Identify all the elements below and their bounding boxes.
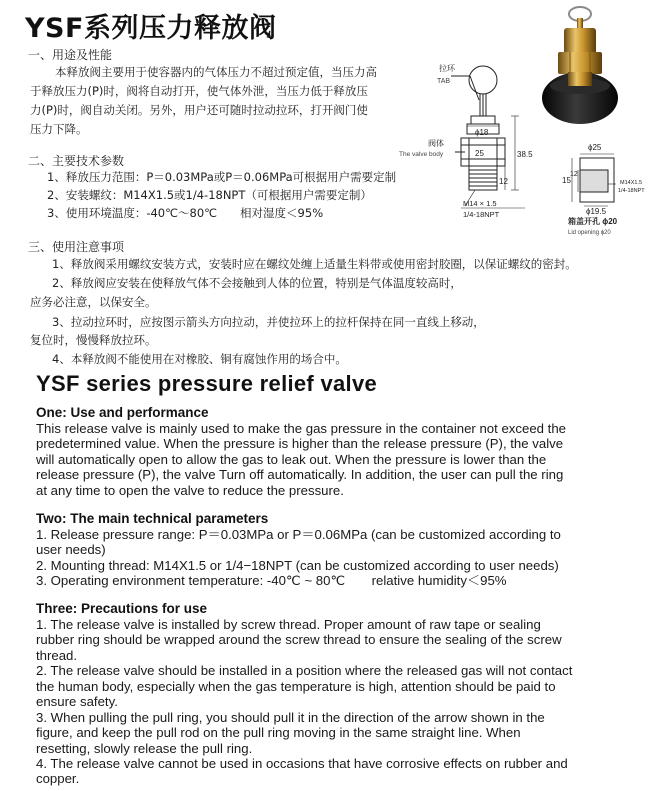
cap-dim-phi25: ϕ25 [588,143,602,152]
cap-dim-phi19-5: ϕ19.5 [586,207,607,216]
section-1-line: 本释放阀主要用于使容器内的气体压力不超过预定值，当压力高 [55,65,377,79]
section-2-heading-en: Two: The main technical parameters [36,511,269,526]
section-3-line-en: 3. When pulling the pull ring, you should pull it in the direction of the arrow shown in the [36,710,545,725]
section-3-line-en: 1. The release valve is installed by screw thread. Proper amount of raw tape or sealing [36,617,541,632]
section-1-line: 于释放压力(P)时，阀将自动打开，使气体外泄，当压力低于释放压 [30,84,368,98]
thread-label-1: M14 × 1.5 [463,199,497,208]
section-3-line: 应务必注意，以保安全。 [30,295,157,309]
section-2-item: 2、安装螺纹：M14X1.5或1/4-18NPT（可根据用户需要定制） [47,188,372,202]
dim-25: 25 [475,149,484,158]
section-3-line-en: 2. The release valve should be installed in a position where the released gas will not contact [36,663,573,678]
section-2-line-en: 2. Mounting thread: M14X1.5 or 1/4−18NPT (can be customized according to user needs) [36,558,559,573]
section-1-line-en: at any time to open the valve to reduce the pressure. [36,483,344,498]
section-3-line-en: figure, and keep the pull rod on the pull ring moving in the same straight line. When [36,725,521,740]
cap-dim-15: 15 [562,176,571,185]
section-3-heading-cn: 三、使用注意事项 [28,240,125,254]
section-3-line-en: thread. [36,648,78,663]
section-3-line-en: resetting, slowly release the pull ring. [36,741,253,756]
section-3-line-en: copper. [36,771,80,786]
section-1-line-en: predetermined value. When the pressure is higher than the release pressure (P), the valve [36,436,564,451]
lid-opening-en: Lid opening ϕ20 [568,230,611,236]
section-3-line: 复位时，慢慢释放拉环。 [30,333,157,347]
body-label-en: The valve body [399,151,444,158]
page-title-cn: YSF系列压力释放阀 [25,13,277,44]
section-2-line-en: 1. Release pressure range: P＝0.03MPa or P＝0.06MPa (can be customized according to [36,527,561,542]
section-2-heading-cn: 二、主要技术参数 [28,154,125,168]
section-3-line: 3、拉动拉环时，应按图示箭头方向拉动，并使拉环上的拉杆保持在同一直线上移动， [52,315,485,329]
lid-opening-cn: 箱盖开孔 ϕ20 [568,217,618,226]
section-3-line-en: rubber ring should be wrapped around the screw thread to ensure the sealing of the screw [36,632,562,647]
section-1-line-en: This release valve is mainly used to make the gas pressure in the container not exceed the [36,421,566,436]
section-2-line-en: 3. Operating environment temperature: -40℃ ~ 80℃ relative humidity＜95% [36,573,507,588]
section-1-line: 压力下降。 [30,122,88,136]
section-1-heading-cn: 一、用途及性能 [28,48,113,62]
section-3-line-en: 4. The release valve cannot be used in occasions that have corrosive effects on rubber and [36,756,568,771]
cap-thread-1: M14X1.5 [620,180,643,186]
section-3-line-en: ensure safety. [36,694,118,709]
thread-label-2: 1/4-18NPT [463,210,500,219]
ring-label-cn: 拉环 [439,64,455,73]
section-3-line-en: the human body, especially when the gas temperature is high, attention should be paid to [36,679,556,694]
section-1-line-en: will automatically open to allow the gas to leak out. When the pressure is lower than the [36,452,547,467]
section-3-line: 4、本释放阀不能使用在对橡胶、铜有腐蚀作用的场合中。 [52,352,347,366]
section-2-item: 1、释放压力范围：P＝0.03MPa或P＝0.06MPa可根据用户需要定制 [47,170,397,184]
body-label-cn: 阀体 [428,139,444,148]
ring-label-en: TAB [437,78,451,85]
section-1-line: 力(P)时，阀自动关闭。另外，用户还可随时拉动拉环，打开阀门使 [30,103,368,117]
section-1-line-en: release pressure (P), the valve Turn off automatically. In addition, the user can pull the ring [36,467,564,482]
section-2-item: 3、使用环境温度：-40℃～80℃ 相对湿度＜95% [47,206,324,220]
cap-technical-drawing [560,140,660,236]
cap-thread-2: 1/4-18NPT [618,188,645,194]
section-3-line: 1、释放阀采用螺纹安装方式，安装时应在螺纹处缠上适量生料带或使用密封胶圈，以保证螺纹的密封。 [52,257,577,271]
section-3-line: 2、释放阀应安装在使释放气体不会接触到人体的位置，特别是气体温度较高时， [52,276,462,290]
section-2-line-en: user needs) [36,542,106,557]
dim-phi18: ϕ18 [475,128,489,137]
dim-38-5: 38.5 [517,150,533,159]
valve-technical-drawing [395,56,545,232]
section-1-heading-en: One: Use and performance [36,405,209,420]
page-title-en: YSF series pressure relief valve [36,371,378,396]
section-3-heading-en: Three: Precautions for use [36,601,208,616]
cap-dim-12: 12 [570,171,578,178]
dim-12: 12 [499,177,508,186]
